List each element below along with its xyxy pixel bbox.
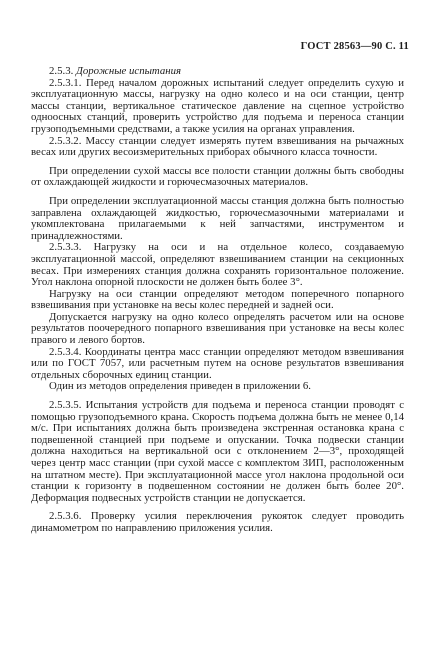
paragraph-2-5-3-3: 2.5.3.3. Нагрузку на оси и на отдельное колесо, создаваемую эксплуатационной массой, определяют взвешиванием станции на секционных весах. При измерениях станция должна сохранять горизонтальное положение. Угол наклона опорной плоскости не должен быть более 3°. bbox=[31, 241, 404, 289]
paragraph-wheel-load-allowed: Допускается нагрузку на одно колесо определять расчетом или на основе результатов поочередного попарного взвешивания при установке на весы колес правого и левого бортов. bbox=[31, 310, 404, 347]
paragraph-operational-mass: При определении эксплуатационной массы станция должна быть полностью заправлена охлаждающей жидкостью, горючесмазочными материалами и укомплектована прилагаемыми к ней запчастями, инструментом и принадлежностями. bbox=[31, 194, 404, 242]
paragraph-method-appendix: Один из методов определения приведен в приложении 6. bbox=[49, 380, 311, 393]
paragraph-2-5-3-1: 2.5.3.1. Перед началом дорожных испытаний следует определить сухую и эксплуатационную массы, нагрузку на одно колесо и на оси станции, центр массы станции, вертикальное статическое давление на сцепное устройство одноосных станций, проверить устройство для подъема и переноса станции грузоподъемными средствами, а также усилия на органах управления. bbox=[31, 76, 404, 135]
paragraph-2-5-3-5: 2.5.3.5. Испытания устройств для подъема и переноса станции проводят с помощью грузоподъемного крана. Скорость подъема должна быть не менее 0,14 м/с. При испытаниях должна быть произведена экстренная остановка крана с подвешенной станцией при подъеме и опускании. Точка подвески станции должна находиться на вертикальной оси с отклонением 2—3°, проходящей через центр масс станции (при сухой массе с комплектом ЗИП, расположенным на штатном месте). При эксплуатационной массе угол наклона продольной оси станции к горизонту в подвешенном состоянии не должен быть более 20°. Деформация подвесных устройств станции не допускается. bbox=[31, 399, 404, 504]
paragraph-axle-load: Нагрузку на оси станции определяют методом поперечного попарного взвешивания при установке на весы колес передней и задней оси. bbox=[31, 287, 404, 312]
section-title: Дорожные испытания bbox=[76, 65, 182, 77]
paragraph-dry-mass: При определении сухой массы все полости станции должны быть свободны от охлаждающей жидкости и горючесмазочных материалов. bbox=[31, 164, 404, 189]
paragraph-2-5-3-6: 2.5.3.6. Проверку усилия переключения рукояток следует проводить динамометром по направлению приложения усилия. bbox=[31, 510, 404, 534]
document-body bbox=[31, 66, 404, 535]
section-heading-2-5-3 bbox=[31, 66, 404, 78]
section-number: 2.5.3. bbox=[49, 65, 76, 77]
page-header: ГОСТ 28563—90 С. 11 bbox=[300, 41, 409, 52]
paragraph-2-5-3-4: 2.5.3.4. Координаты центра масс станции определяют методом взвешивания или по ГОСТ 7057, или расчетным путем на основе результатов взвешивания отдельных сборочных единиц станции. bbox=[31, 345, 404, 381]
paragraph-2-5-3-2: 2.5.3.2. Массу станции следует измерять путем взвешивания на рычажных весах или других весоизмерительных приборах обычного класса точности. bbox=[31, 134, 404, 159]
